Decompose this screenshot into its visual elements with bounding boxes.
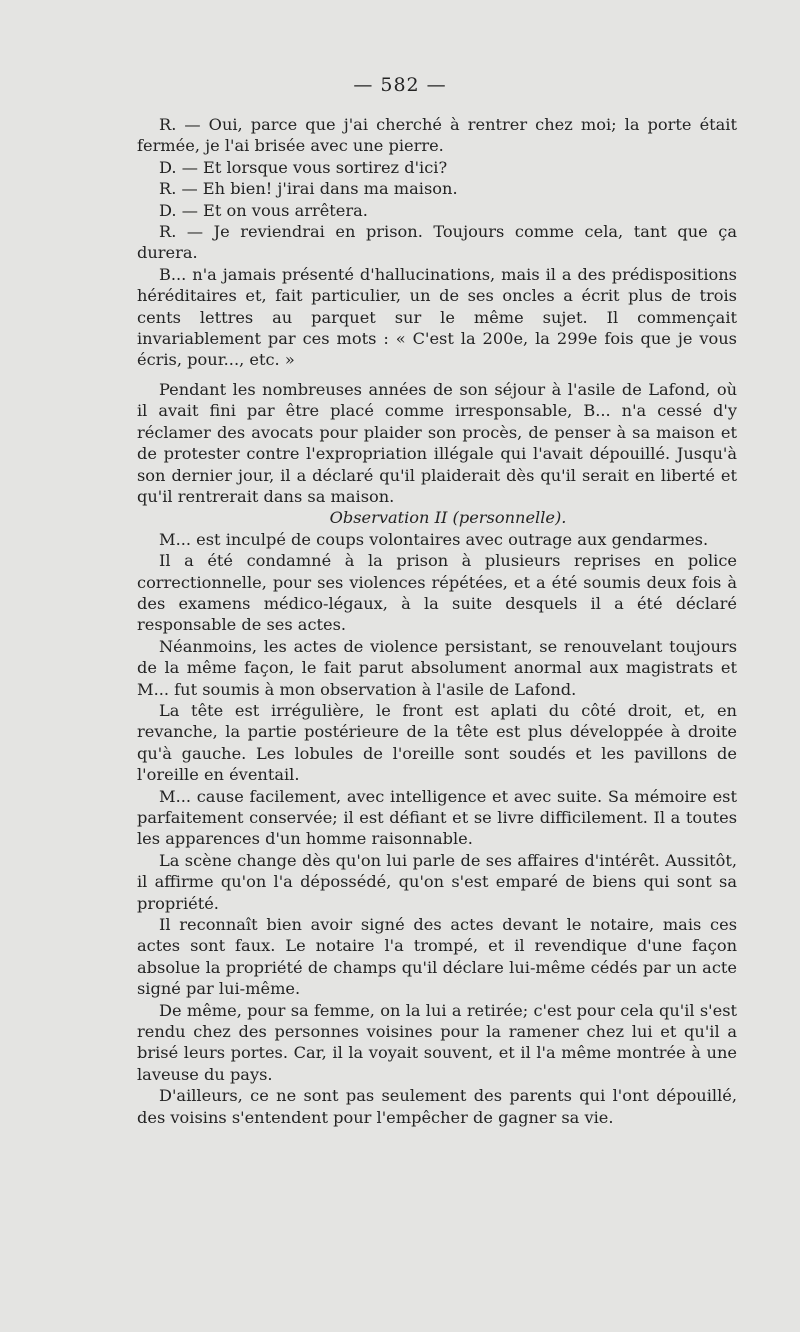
- dialogue-line: R. — Eh bien! j'irai dans ma maison.: [159, 179, 458, 199]
- dialogue-line: D. — Et on vous arrêtera.: [159, 200, 368, 220]
- dialogue-line: D. — Et lorsque vous sortirez d'ici?: [159, 157, 448, 177]
- paragraph: La tête est irrégulière, le front est aplati du côté droit, et, en revanche, la partie postérieure de la tête est plus développée à droite qu'à gauche. Les lobules de l'oreille sont soudés et les pavillons de l'oreille en éventail.: [137, 700, 737, 785]
- section-heading: Observation II (personnelle).: [329, 508, 567, 528]
- dialogue-line: R. — Oui, parce que j'ai cherché à rentrer chez moi; la porte était fermée, je l'ai brisée avec une pierre.: [137, 115, 737, 156]
- paragraph: La scène change dès qu'on lui parle de ses affaires d'intérêt. Aussitôt, il affirme qu'on l'a dépossédé, qu'on s'est emparé de biens qui sont sa propriété.: [137, 850, 737, 913]
- body-text: [137, 114, 737, 1128]
- paragraph: De même, pour sa femme, on la lui a retirée; c'est pour cela qu'il s'est rendu chez des personnes voisines pour la ramener chez lui et qu'il a brisé leurs portes. Car, il la voyait souvent, et il l'a même montrée à une laveuse du pays.: [137, 1000, 737, 1084]
- paragraph: D'ailleurs, ce ne sont pas seulement des parents qui l'ont dépouillé, des voisins s'entendent pour l'empêcher de gagner sa vie.: [137, 1086, 737, 1127]
- paragraph: M... cause facilement, avec intelligence et avec suite. Sa mémoire est parfaitement conservée; il est défiant et se livre difficilement. Il a toutes les apparences d'un homme raisonnable.: [137, 786, 737, 849]
- dialogue-line: R. — Je reviendrai en prison. Toujours comme cela, tant que ça durera.: [137, 222, 737, 263]
- paragraph: M... est inculpé de coups volontaires avec outrage aux gendarmes.: [159, 529, 709, 549]
- paragraph: Pendant les nombreuses années de son séjour à l'asile de Lafond, où il avait fini par être placé comme irresponsable, B... n'a cessé d'y réclamer des avocats pour plaider son procès, de penser à sa maison et de protester contre l'expropriation illégale qui l'avait dépouillé. Jusqu'à son dernier jour, il a déclaré qu'il plaiderait dès qu'il serait en liberté et qu'il rentrerait dans sa maison.: [137, 379, 737, 506]
- paragraph: Néanmoins, les actes de violence persistant, se renouvelant toujours de la même façon, le fait parut absolument anormal aux magistrats et M... fut soumis à mon observation à l'asile de Lafond.: [137, 636, 737, 699]
- paragraph: B... n'a jamais présenté d'hallucinations, mais il a des prédispositions héréditaires et, fait particulier, un de ses oncles a écrit plus de trois cents lettres au parquet sur le même sujet. Il commençait invariablement par ces mots : « C'est la 200e, la 299e fois que je vous écris, pour..., etc. »: [137, 264, 737, 370]
- paragraph: Il a été condamné à la prison à plusieurs reprises en police correctionnelle, pour ses violences répétées, et a été soumis deux fois à des examens médico-légaux, à la suite desquels il a été déclaré responsable de ses actes.: [137, 551, 737, 635]
- page-number: — 582 —: [353, 74, 447, 96]
- paragraph: Il reconnaît bien avoir signé des actes devant le notaire, mais ces actes sont faux. Le notaire l'a trompé, et il revendique d'une façon absolue la propriété de champs qu'il déclare lui-même cédés par un acte signé par lui-même.: [137, 915, 737, 999]
